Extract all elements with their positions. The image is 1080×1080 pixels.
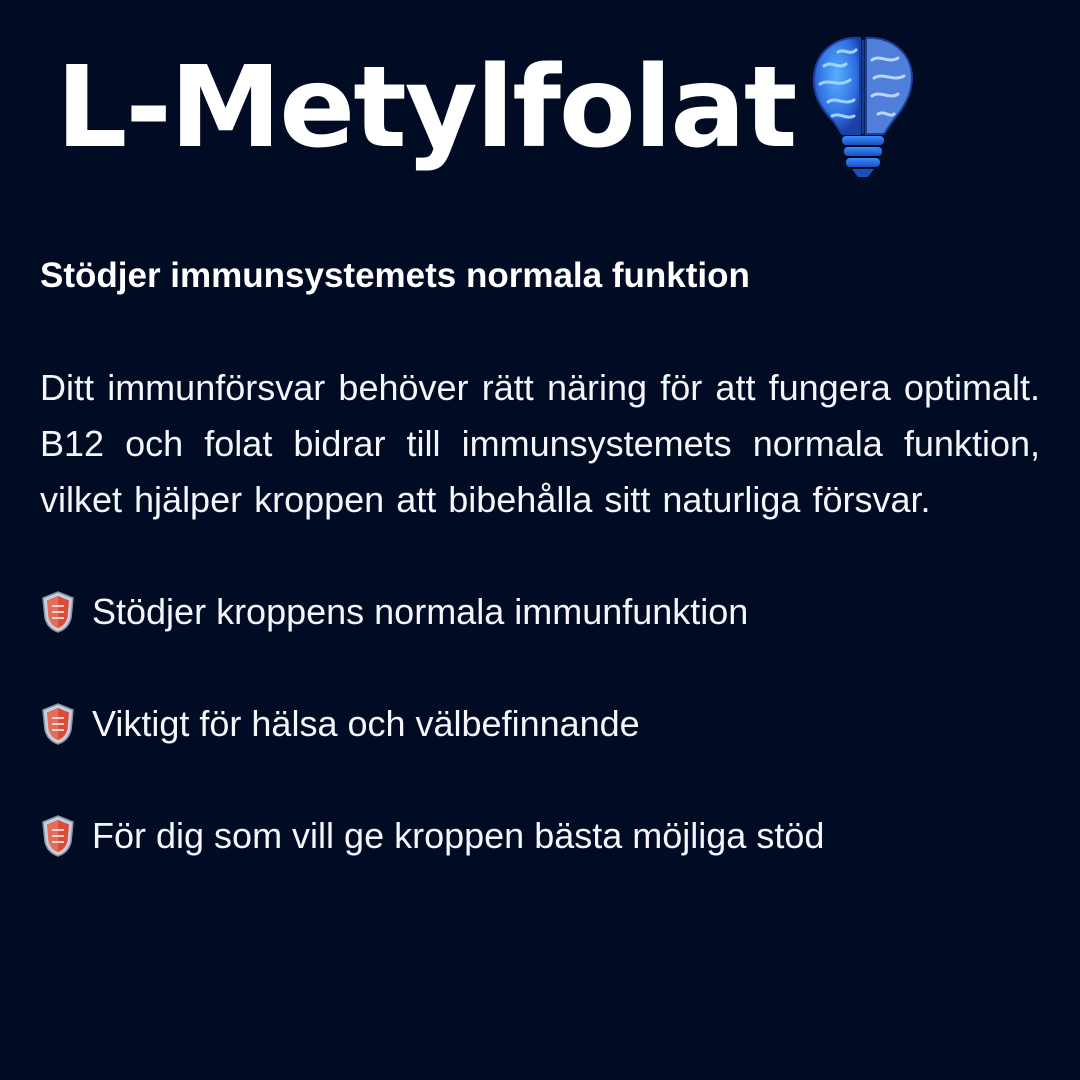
list-item [40, 808, 1040, 864]
shield-icon [40, 702, 76, 746]
list-item [40, 696, 1040, 752]
list-item-label: Stödjer kroppens normala immunfunktion [92, 591, 749, 632]
main-content [40, 248, 1040, 920]
list-item-label: För dig som vill ge kroppen bästa möjliga stöd [92, 815, 825, 856]
section-heading: Stödjer immunsystemets normala funktion [40, 256, 750, 295]
body-paragraph: Ditt immunförsvar behöver rätt näring för att fungera optimalt. B12 och folat bidrar till immunsystemets normala funktion, vilket hjälper kroppen att bibehålla sitt naturliga försvar. [40, 367, 1040, 520]
list-item [40, 584, 1040, 640]
page-title: L-Metylfolat [56, 43, 796, 173]
brain-lightbulb-icon [798, 30, 928, 180]
shield-icon [40, 814, 76, 858]
shield-icon [40, 590, 76, 634]
header [56, 30, 1036, 190]
list-item-label: Viktigt för hälsa och välbefinnande [92, 703, 640, 744]
benefit-list [40, 584, 1040, 864]
